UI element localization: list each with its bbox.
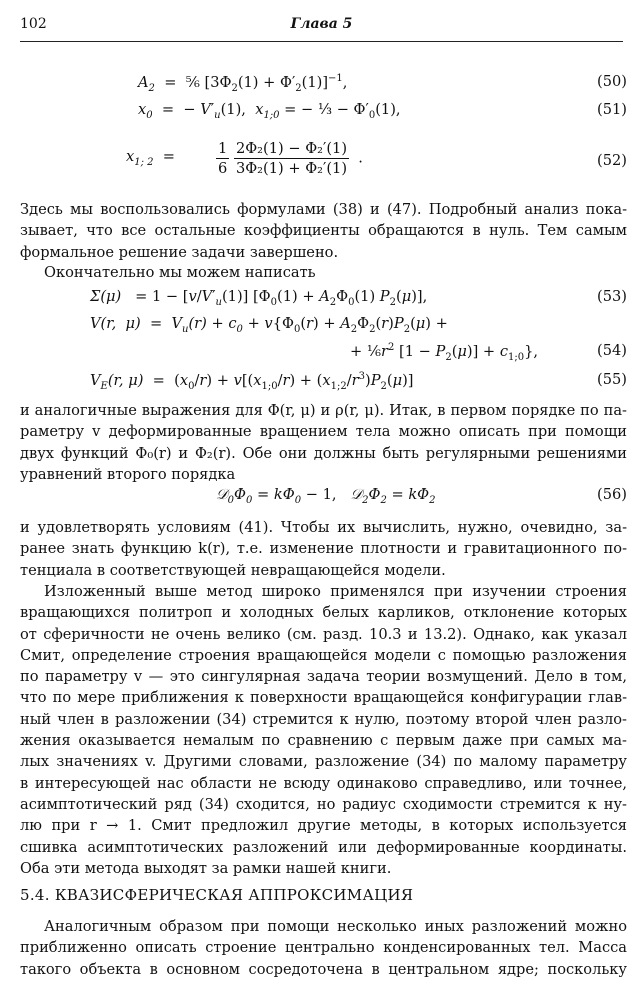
text-line: в интересующей нас области не всюду одинаково справедливо, или точнее, <box>20 774 627 792</box>
equation-number: (50) <box>597 73 627 90</box>
equation-number: (54) <box>597 342 627 359</box>
text-line: от сферичности не очень велико (см. разд. 10.3 и 13.2). Однако, как указал <box>20 625 627 643</box>
text-line: по параметру v — это сингулярная задача теории возмущений. Дело в том, <box>20 668 627 686</box>
equation-number: (53) <box>597 288 627 305</box>
equation-number: (56) <box>597 486 627 503</box>
text-line: Оба эти метода выходят за рамки нашей книги. <box>20 859 392 877</box>
equation-55: $V_E(r$, $\mu) = (x_0/r) + v[(x_{1;0}/r) + (x_{1;2}/r^3)P_2(\mu)]$ (55) <box>90 371 627 392</box>
text-line: зывает, что все остальные коэффициенты обращаются в нуль. Тем самым <box>20 222 627 240</box>
text-line: Изложенный выше метод широко применялся при изучении строения <box>44 583 627 600</box>
paragraph-5 <box>20 581 627 879</box>
paragraph-2 <box>20 262 627 283</box>
header-rule <box>20 41 623 42</box>
equation-54-line-2: + $\frac{1}{6}r^2$ $[1 - P_2(\mu)] + c_{1;0}$}, (54) <box>350 342 627 363</box>
equation-number: (51) <box>597 101 627 118</box>
equation-53: Ʃ(μ) = $1 - [v/V'_u(1)] [\Phi_0(1) + A_2\Phi_0(1)$ $P_2(\mu)$], (53) <box>90 288 627 308</box>
equation-51: $x_0$ = − $V'_u(1)$, $x_{1;0}$ = − ⅓ − $\Phi'_0(1)$, (51) <box>138 101 627 121</box>
text-line: Аналогичным образом при помощи несколько иных разложений можно <box>44 918 627 935</box>
equation-56: $𝒟_0\Phi_0 = k\Phi_0 - 1$, $𝒟_2\Phi_2 = k\Phi_2$ (56) <box>216 486 627 506</box>
text-line: приближенно описать строение центрально конденсированных тел. Масса <box>20 939 627 957</box>
text-line: жения оказывается немалым по сравнению с первым даже при самых ма- <box>20 732 627 750</box>
fraction-one-sixth: $\frac{1}{6}$ <box>218 140 228 177</box>
paragraph-1 <box>20 199 627 263</box>
text-line: Окончательно мы можем написать <box>44 264 316 281</box>
text-line: что по мере приближения к поверхности вращающейся конфигурации глав- <box>20 689 627 707</box>
text-line: ный член в разложении (34) стремится к нулю, поэтому второй член разло- <box>20 710 627 728</box>
paragraph-3 <box>20 400 627 485</box>
fraction-denominator: 3Φ₂(1) + Φ₂′(1) <box>235 160 348 177</box>
text-line: тенциала в соответствующей невращающейся модели. <box>20 561 446 579</box>
fraction-numerator: 2Φ₂(1) − Φ₂′(1) <box>235 140 348 157</box>
text-line: уравнений второго порядка <box>20 465 236 483</box>
text-line: раметру v деформированные вращением тела можно описать при помощи <box>20 423 627 441</box>
equation-number: (55) <box>597 371 627 388</box>
equation-50: $A_2$ = ⅚ $[3\Phi_2(1) + \Phi'_2(1)]^{-1}$, (50) <box>138 73 627 94</box>
page-number: 102 <box>20 16 47 32</box>
text-line: двух функций Φ₀(r) и Φ₂(r). Обе они должны быть регулярными решениями <box>20 444 627 462</box>
text-line: лю при r → 1. Смит предложил другие методы, в которых используется <box>20 817 627 835</box>
text-line: ранее знать функцию k(r), т.е. изменение плотности и гравитационного по- <box>20 540 627 558</box>
equation-number: (52) <box>597 152 627 169</box>
text-line: Здесь мы воспользовались формулами (38) и (47). Подробный анализ пока- <box>20 201 627 218</box>
text-line: и удовлетворять условиям (41). Чтобы их вычислить, нужно, очевидно, за- <box>20 519 627 536</box>
paragraph-4 <box>20 517 627 581</box>
text-line: и аналогичные выражения для Φ(r, μ) и ρ(r, μ). Итак, в первом порядке по па- <box>20 402 627 419</box>
text-line: формальное решение задачи завершено. <box>20 243 339 261</box>
text-line: такого объекта в основном сосредоточена в центральном ядре; поскольку <box>20 960 627 978</box>
text-line: лых значениях v. Другими словами, разложение (34) по малому параметру <box>20 753 627 771</box>
text-line: Смит, определение строения вращающейся модели с помощью разложения <box>20 646 627 664</box>
equation-54-line-1: V(r, $\mu) = V_u(r) + c_0 + v\{\Phi_0(r) + A_2\Phi_2(r)P_2(\mu)$ + <box>90 315 448 335</box>
equation-52: $x_{1; 2}$ = $\frac{1}{6}$ $\frac{\text{2Φ₂(1) − Φ₂′(1)}}{\text{3Φ₂(1) + Φ₂′(1)}}$ . (52) <box>126 140 627 177</box>
fraction-phi <box>234 140 349 177</box>
paragraph-6 <box>20 916 627 980</box>
section-heading: 5.4. КВАЗИСФЕРИЧЕСКАЯ АППРОКСИМАЦИЯ <box>20 886 414 904</box>
chapter-title: Глава 5 <box>290 16 353 32</box>
text-line: вращающихся политроп и холодных белых карликов, отклонение которых <box>20 604 627 622</box>
page-header <box>20 16 623 38</box>
text-line: сшивка асимптотических разложений или деформированные координаты. <box>20 838 627 856</box>
text-line: асимптотический ряд (34) сходится, но радиус сходимости стремится к ну- <box>20 795 627 813</box>
